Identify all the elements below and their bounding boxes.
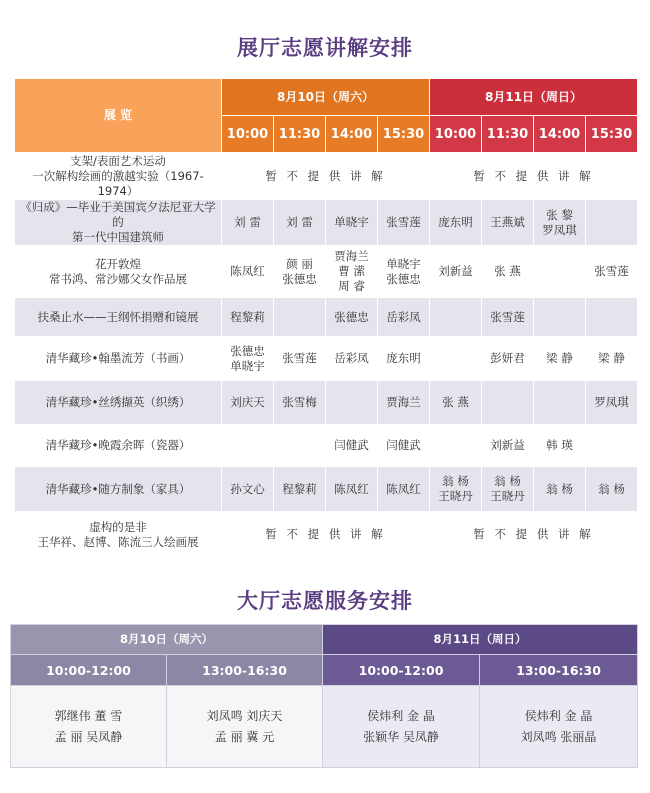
volunteer-cell	[430, 467, 482, 512]
volunteer-name: 翁 杨	[598, 481, 625, 496]
volunteer-name: 刘庆天	[230, 395, 265, 409]
volunteer-cell	[274, 467, 326, 512]
volunteer-cell	[534, 425, 586, 467]
volunteer-cell	[222, 200, 274, 246]
exhibit-line: 清华藏珍•翰墨流芳（书画）	[45, 351, 191, 365]
service-volunteers	[323, 686, 480, 768]
volunteer-name: 岳彩凤	[334, 351, 369, 365]
volunteer-name: 颜 丽	[286, 256, 313, 271]
volunteer-name: 曹 潆	[338, 264, 365, 278]
volunteer-name: 单晓宇	[386, 256, 421, 271]
no-guide-note: 暂 不 提 供 讲 解	[222, 512, 430, 558]
volunteer-name: 张德忠	[386, 271, 421, 286]
volunteer-cell	[222, 381, 274, 425]
exhibit-name	[15, 425, 222, 467]
volunteer-name: 张德忠	[230, 343, 265, 358]
day1-header: 8月10日（周六）	[222, 79, 430, 116]
volunteer-cell	[482, 298, 534, 337]
volunteer-name: 陈凤红	[386, 481, 421, 496]
volunteer-name: 翁 杨	[546, 481, 573, 496]
no-guide-note: 暂 不 提 供 讲 解	[430, 153, 638, 200]
volunteer-cell	[274, 337, 326, 381]
table-row	[15, 246, 638, 298]
volunteer-name: 张 燕	[494, 264, 521, 278]
time-header: 11:30	[482, 116, 534, 153]
service-volunteers	[480, 686, 638, 768]
service-day1-header: 8月10日（周六）	[11, 625, 323, 655]
time-header: 10:00	[222, 116, 274, 153]
volunteer-name: 张德忠	[282, 271, 317, 286]
volunteer-cell	[274, 425, 326, 467]
exhibit-line: 支架/表面艺术运动	[70, 153, 166, 168]
volunteer-cell	[534, 337, 586, 381]
volunteer-name: 韩 瑛	[546, 438, 573, 452]
table-row	[15, 337, 638, 381]
volunteer-cell	[326, 246, 378, 298]
exhibit-line: 王华祥、赵博、陈流三人绘画展	[37, 534, 199, 549]
volunteer-name: 梁 静	[546, 351, 573, 365]
exhibit-line: 第一代中国建筑师	[72, 230, 164, 244]
volunteer-cell	[586, 337, 638, 381]
volunteer-name: 陈凤红	[334, 481, 369, 496]
volunteer-cell	[482, 381, 534, 425]
no-guide-note: 暂 不 提 供 讲 解	[222, 153, 430, 200]
service-row	[11, 686, 638, 768]
volunteer-cell	[586, 467, 638, 512]
volunteer-cell	[430, 298, 482, 337]
volunteer-cell	[534, 298, 586, 337]
volunteer-cell	[534, 200, 586, 246]
volunteer-cell	[378, 200, 430, 246]
volunteer-name: 郭继伟 董 雪	[54, 708, 123, 723]
volunteer-name: 孟 丽 吴凤静	[54, 729, 123, 744]
service-time-header: 13:00-16:30	[480, 655, 638, 686]
volunteer-name: 张雪梅	[282, 395, 317, 409]
volunteer-cell	[586, 381, 638, 425]
volunteer-cell	[586, 298, 638, 337]
exhibit-name	[15, 467, 222, 512]
no-guide-note: 暂 不 提 供 讲 解	[430, 512, 638, 558]
time-header: 15:30	[378, 116, 430, 153]
volunteer-cell	[378, 425, 430, 467]
volunteer-cell	[586, 200, 638, 246]
exhibit-line: 一次解构绘画的激越实验（1967-1974）	[32, 168, 204, 198]
volunteer-name: 单晓宇	[334, 215, 369, 229]
volunteer-name: 孟 丽 冀 元	[214, 729, 275, 744]
day2-header: 8月11日（周日）	[430, 79, 638, 116]
schedule-title: 展厅志愿讲解安排	[237, 36, 413, 60]
service-time-header: 13:00-16:30	[167, 655, 323, 686]
volunteer-name: 张 黎	[546, 207, 573, 222]
volunteer-cell	[222, 425, 274, 467]
volunteer-cell	[534, 467, 586, 512]
volunteer-name: 梁 静	[598, 351, 625, 365]
volunteer-name: 王晓丹	[438, 489, 473, 503]
volunteer-cell	[534, 246, 586, 298]
volunteer-name: 张雪莲	[490, 309, 525, 324]
volunteer-cell	[482, 425, 534, 467]
volunteer-name: 张雪莲	[282, 351, 317, 365]
volunteer-cell	[378, 337, 430, 381]
volunteer-cell	[586, 246, 638, 298]
volunteer-cell	[326, 467, 378, 512]
volunteer-cell	[430, 381, 482, 425]
volunteer-name: 岳彩凤	[386, 309, 421, 324]
volunteer-cell	[482, 200, 534, 246]
exhibit-line: 扶桑止水——王纲怀捐赠和镜展	[37, 309, 199, 324]
exhibit-name	[15, 337, 222, 381]
volunteer-name: 闫健武	[386, 438, 421, 452]
volunteer-name: 张雪莲	[594, 264, 629, 278]
service-schedule-table	[10, 624, 638, 768]
table-row	[15, 467, 638, 512]
volunteer-name: 侯炜利 金 晶	[367, 708, 435, 723]
exhibit-name	[15, 381, 222, 425]
time-header: 14:00	[534, 116, 586, 153]
volunteer-cell	[326, 200, 378, 246]
volunteer-name: 刘 雷	[234, 215, 261, 229]
table-row	[15, 200, 638, 246]
volunteer-name: 侯炜利 金 晶	[524, 708, 593, 723]
volunteer-cell	[430, 246, 482, 298]
table-row	[15, 153, 638, 200]
volunteer-name: 罗凤琪	[594, 395, 629, 409]
volunteer-name: 程黎莉	[282, 481, 317, 496]
service-volunteers	[11, 686, 167, 768]
exhibit-name	[15, 200, 222, 246]
volunteer-name: 张雪莲	[386, 215, 421, 229]
volunteer-name: 张 燕	[442, 395, 469, 409]
volunteer-cell	[482, 337, 534, 381]
volunteer-name: 陈凤红	[230, 264, 265, 278]
volunteer-cell	[586, 425, 638, 467]
table-row	[15, 425, 638, 467]
volunteer-cell	[430, 425, 482, 467]
volunteer-cell	[222, 467, 274, 512]
time-header: 14:00	[326, 116, 378, 153]
volunteer-cell	[326, 381, 378, 425]
guide-schedule-table	[14, 78, 638, 558]
service-volunteers	[167, 686, 323, 768]
exhibit-line: 清华藏珍•丝绣撷英（织绣）	[45, 395, 191, 409]
volunteer-name: 翁 杨	[494, 474, 521, 488]
time-header: 11:30	[274, 116, 326, 153]
volunteer-cell	[482, 467, 534, 512]
volunteer-name: 周 睿	[338, 279, 365, 293]
volunteer-name: 刘凤鸣 刘庆天	[206, 708, 283, 723]
volunteer-cell	[222, 337, 274, 381]
volunteer-cell	[482, 246, 534, 298]
volunteer-cell	[222, 246, 274, 298]
volunteer-cell	[378, 246, 430, 298]
volunteer-cell	[274, 298, 326, 337]
volunteer-name: 王燕斌	[490, 215, 525, 229]
volunteer-name: 张德忠	[334, 309, 369, 324]
exhibit-name	[15, 153, 222, 200]
exhibit-header: 展 览	[15, 79, 222, 153]
time-header: 15:30	[586, 116, 638, 153]
volunteer-name: 闫健武	[334, 438, 369, 452]
volunteer-name: 孙文心	[230, 481, 265, 496]
volunteer-name: 翁 杨	[442, 474, 469, 488]
time-header: 10:00	[430, 116, 482, 153]
volunteer-name: 王晓丹	[490, 489, 525, 503]
exhibit-line: 虚构的是非	[89, 519, 147, 534]
volunteer-cell	[274, 381, 326, 425]
volunteer-cell	[274, 200, 326, 246]
volunteer-name: 单晓宇	[230, 358, 265, 373]
volunteer-cell	[378, 381, 430, 425]
exhibit-line: 清华藏珍•晚霞余晖（瓷器）	[45, 438, 191, 452]
table-row	[15, 298, 638, 337]
exhibit-line: 花开敦煌	[95, 256, 141, 271]
exhibit-line: 清华藏珍•随方制象（家具）	[45, 481, 191, 496]
volunteer-cell	[430, 337, 482, 381]
volunteer-cell	[326, 337, 378, 381]
volunteer-cell	[274, 246, 326, 298]
volunteer-name: 刘凤鸣 张丽晶	[520, 729, 597, 744]
volunteer-name: 贾海兰	[334, 249, 369, 263]
exhibit-name	[15, 246, 222, 298]
volunteer-cell	[534, 381, 586, 425]
exhibit-name	[15, 298, 222, 337]
volunteer-name: 贾海兰	[386, 395, 421, 409]
volunteer-cell	[378, 298, 430, 337]
service-day2-header: 8月11日（周日）	[323, 625, 638, 655]
volunteer-cell	[222, 298, 274, 337]
volunteer-name: 庞东明	[438, 215, 473, 229]
volunteer-name: 庞东明	[386, 351, 421, 365]
volunteer-cell	[378, 467, 430, 512]
volunteer-name: 罗凤琪	[542, 222, 577, 237]
exhibit-line: 《归成》—毕业于美国宾夕法尼亚大学的	[20, 200, 216, 229]
exhibit-name	[15, 512, 222, 558]
volunteer-cell	[430, 200, 482, 246]
volunteer-name: 张颖华 吴凤静	[363, 729, 439, 744]
table-row	[15, 512, 638, 558]
volunteer-name: 刘 雷	[286, 215, 313, 229]
table-row	[15, 381, 638, 425]
service-title: 大厅志愿服务安排	[237, 589, 413, 613]
volunteer-name: 程黎莉	[230, 309, 265, 324]
volunteer-cell	[326, 298, 378, 337]
volunteer-cell	[326, 425, 378, 467]
exhibit-line: 常书鸿、常沙娜父女作品展	[49, 271, 187, 286]
volunteer-name: 刘新益	[438, 264, 473, 278]
volunteer-name: 彭妍君	[490, 351, 525, 365]
volunteer-name: 刘新益	[490, 438, 525, 452]
service-time-header: 10:00-12:00	[11, 655, 167, 686]
service-time-header: 10:00-12:00	[323, 655, 480, 686]
